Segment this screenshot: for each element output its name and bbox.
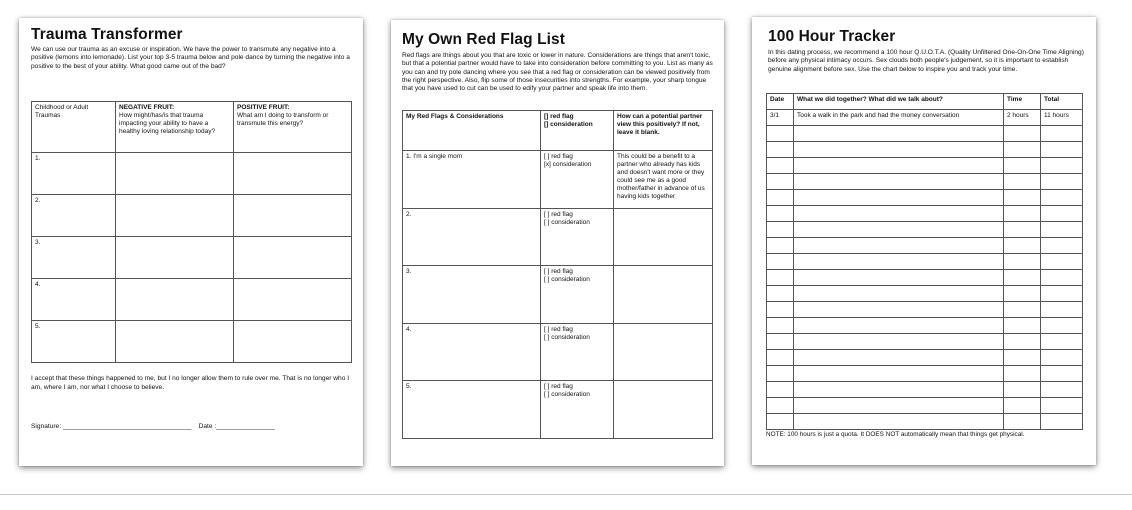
entry-total[interactable] xyxy=(1041,414,1083,430)
entry-time[interactable] xyxy=(1004,318,1041,334)
table-row xyxy=(767,190,1083,206)
entry-activity[interactable] xyxy=(794,254,1004,270)
entry-time[interactable] xyxy=(1004,366,1041,382)
flag-item[interactable]: 2. xyxy=(403,208,541,266)
entry-date[interactable] xyxy=(767,142,794,158)
entry-activity[interactable] xyxy=(794,398,1004,414)
table-row xyxy=(767,270,1083,286)
entry-date[interactable] xyxy=(767,382,794,398)
positive-fruit-title: POSITIVE FRUIT: xyxy=(237,104,290,111)
header-positive-fruit xyxy=(234,102,352,153)
entry-time[interactable] xyxy=(1004,350,1041,366)
entry-activity[interactable] xyxy=(794,366,1004,382)
positive-cell[interactable] xyxy=(234,321,352,363)
entry-total[interactable] xyxy=(1041,190,1083,206)
entry-time[interactable] xyxy=(1004,190,1041,206)
entry-date[interactable] xyxy=(767,206,794,222)
entry-time[interactable] xyxy=(1004,126,1041,142)
entry-date[interactable] xyxy=(767,366,794,382)
entry-total[interactable] xyxy=(1041,286,1083,302)
negative-fruit-prompt: How might/has/is that trauma impacting your ability to have a healthy loving relationship today? xyxy=(119,112,216,135)
entry-total[interactable] xyxy=(1041,334,1083,350)
entry-activity[interactable] xyxy=(794,222,1004,238)
page-intro: We can use our trauma as an excuse or inspiration. We have the power to transmute any negative into a positive (lemons into lemonade). List your top 3-5 trauma below and pole dance by turning the negative into a positive to the best of your ability. What good came out of the bad? xyxy=(31,46,350,70)
entry-time[interactable] xyxy=(1004,206,1041,222)
entry-date[interactable] xyxy=(767,222,794,238)
entry-time[interactable] xyxy=(1004,270,1041,286)
entry-activity[interactable] xyxy=(794,142,1004,158)
row-number: 1. xyxy=(32,153,116,195)
positive-cell[interactable] xyxy=(234,237,352,279)
table-row xyxy=(767,238,1083,254)
flag-item[interactable]: 4. xyxy=(403,323,541,381)
entry-total[interactable] xyxy=(1041,318,1083,334)
header-total: Total xyxy=(1041,94,1083,110)
table-row xyxy=(403,208,713,266)
table-header-row xyxy=(403,111,713,151)
row-number: 4. xyxy=(32,279,116,321)
row-number: 5. xyxy=(32,321,116,363)
header-red-flags: My Red Flags & Considerations xyxy=(403,111,541,151)
page-divider xyxy=(0,494,1132,495)
table-row xyxy=(403,381,713,439)
header-positive-view: How can a potential partner view this positively? If not, leave it blank. xyxy=(614,111,713,151)
positive-view-cell[interactable] xyxy=(614,323,713,381)
entry-time[interactable] xyxy=(1004,222,1041,238)
date-label: Date :________________ xyxy=(198,423,275,430)
entry-activity[interactable] xyxy=(794,302,1004,318)
table-header-row xyxy=(32,102,352,153)
entry-total[interactable] xyxy=(1041,302,1083,318)
table-row xyxy=(32,153,352,195)
page-intro: In this dating process, we recommend a 100 hour Q.U.O.T.A. (Quality Unfiltered One-On-One Time Aligning) before any physical intimacy occurs. Sex clouds both people's judgement, so it is important to establish genuine alignment before sex. Use the chart below to inspire you and track your time. xyxy=(768,49,1084,73)
signature-line xyxy=(31,423,353,430)
table-row xyxy=(32,195,352,237)
positive-fruit-prompt: What am I doing to transform or transmute this energy? xyxy=(237,112,329,127)
entry-total[interactable] xyxy=(1041,206,1083,222)
entry-date[interactable] xyxy=(767,270,794,286)
entry-time[interactable] xyxy=(1004,158,1041,174)
negative-cell[interactable] xyxy=(116,237,234,279)
entry-total[interactable] xyxy=(1041,126,1083,142)
page-title: My Own Red Flag List xyxy=(402,31,566,48)
table-row xyxy=(767,398,1083,414)
positive-view-cell[interactable] xyxy=(614,266,713,324)
table-row xyxy=(767,334,1083,350)
table-row xyxy=(767,286,1083,302)
positive-view-cell[interactable] xyxy=(614,208,713,266)
entry-time[interactable] xyxy=(1004,238,1041,254)
table-row xyxy=(403,266,713,324)
entry-total[interactable]: 11 hours xyxy=(1041,110,1083,126)
table-row xyxy=(767,366,1083,382)
entry-activity[interactable] xyxy=(794,382,1004,398)
hour-tracker-table xyxy=(766,93,1083,430)
page-intro: Red flags are things about you that are toxic or lower in nature. Considerations are things that aren't toxic, but that a potential partner would have to take into consideration before committing to you. List as many as you can and try pole dancing where you see that a red flag or consideration can be viewed positively from the right perspective. Also, flip some of those insecurities into strengths. For example, your sharp tongue that you have used to cut can be used to edify your partner and speak life into them. xyxy=(402,52,713,93)
signature-label: Signature: ___________________________________ xyxy=(31,423,192,430)
table-row xyxy=(767,254,1083,270)
entry-total[interactable] xyxy=(1041,158,1083,174)
entry-total[interactable] xyxy=(1041,254,1083,270)
flag-item[interactable]: 1. I'm a single mom xyxy=(403,151,541,209)
page-title: 100 Hour Tracker xyxy=(768,28,896,45)
negative-cell[interactable] xyxy=(116,195,234,237)
entry-activity[interactable] xyxy=(794,126,1004,142)
flag-item[interactable]: 3. xyxy=(403,266,541,324)
negative-cell[interactable] xyxy=(116,321,234,363)
entry-date[interactable] xyxy=(767,334,794,350)
flag-checkboxes[interactable]: [ ] red flag [ ] consideration xyxy=(541,381,614,439)
flag-item[interactable]: 5. xyxy=(403,381,541,439)
table-row xyxy=(767,302,1083,318)
table-row xyxy=(32,279,352,321)
table-row xyxy=(32,321,352,363)
acceptance-statement: I accept that these things happened to me, but I no longer allow them to rule over me. That is no longer who I am, where I am, nor what I choose to believe. xyxy=(31,375,350,391)
entry-date[interactable]: 3/1 xyxy=(767,110,794,126)
entry-time[interactable] xyxy=(1004,414,1041,430)
positive-cell[interactable] xyxy=(234,153,352,195)
table-header-row xyxy=(767,94,1083,110)
entry-time[interactable] xyxy=(1004,334,1041,350)
flag-checkboxes[interactable]: [ ] red flag [x] consideration xyxy=(541,151,614,209)
entry-total[interactable] xyxy=(1041,222,1083,238)
table-row xyxy=(403,151,713,209)
entry-time[interactable] xyxy=(1004,382,1041,398)
entry-date[interactable] xyxy=(767,238,794,254)
header-date: Date xyxy=(767,94,794,110)
positive-view-cell[interactable] xyxy=(614,381,713,439)
entry-activity[interactable] xyxy=(794,334,1004,350)
entry-activity[interactable] xyxy=(794,270,1004,286)
entry-time[interactable] xyxy=(1004,398,1041,414)
positive-view-cell[interactable]: This could be a benefit to a partner who already has kids and doesn't want more or they could see me as a good mother/father in advance of us having kids together xyxy=(614,151,713,209)
entry-total[interactable] xyxy=(1041,366,1083,382)
header-activity: What we did together? What did we talk about? xyxy=(794,94,1004,110)
entry-date[interactable] xyxy=(767,414,794,430)
entry-activity[interactable] xyxy=(794,414,1004,430)
negative-fruit-title: NEGATIVE FRUIT: xyxy=(119,104,175,111)
entry-time[interactable] xyxy=(1004,142,1041,158)
table-row xyxy=(767,318,1083,334)
trauma-transformer-page xyxy=(19,18,363,466)
hour-tracker-page xyxy=(752,17,1096,465)
red-flag-table xyxy=(402,110,713,439)
entry-date[interactable] xyxy=(767,174,794,190)
positive-cell[interactable] xyxy=(234,279,352,321)
header-time: Time xyxy=(1004,94,1041,110)
entry-time[interactable]: 2 hours xyxy=(1004,110,1041,126)
flag-checkboxes[interactable]: [ ] red flag [ ] consideration xyxy=(541,208,614,266)
entry-date[interactable] xyxy=(767,158,794,174)
entry-date[interactable] xyxy=(767,126,794,142)
entry-activity[interactable] xyxy=(794,286,1004,302)
tracker-note: NOTE: 100 hours is just a quota. It DOES NOT automatically mean that things get physical. xyxy=(766,431,1025,438)
table-row xyxy=(767,174,1083,190)
entry-date[interactable] xyxy=(767,254,794,270)
header-flag-type: [] red flag [] consideration xyxy=(541,111,614,151)
entry-activity[interactable] xyxy=(794,206,1004,222)
table-row xyxy=(32,237,352,279)
table-row xyxy=(767,382,1083,398)
entry-date[interactable] xyxy=(767,350,794,366)
table-row xyxy=(767,158,1083,174)
table-row xyxy=(403,323,713,381)
entry-activity[interactable] xyxy=(794,238,1004,254)
entry-activity[interactable] xyxy=(794,174,1004,190)
negative-cell[interactable] xyxy=(116,153,234,195)
entry-date[interactable] xyxy=(767,286,794,302)
trauma-table xyxy=(31,101,352,363)
entry-activity[interactable] xyxy=(794,158,1004,174)
header-traumas: Childhood or Adult Traumas xyxy=(32,102,116,153)
table-row xyxy=(767,126,1083,142)
entry-activity[interactable] xyxy=(794,350,1004,366)
page-title: Trauma Transformer xyxy=(31,26,183,43)
header-negative-fruit xyxy=(116,102,234,153)
positive-cell[interactable] xyxy=(234,195,352,237)
entry-date[interactable] xyxy=(767,190,794,206)
entry-total[interactable] xyxy=(1041,350,1083,366)
row-number: 2. xyxy=(32,195,116,237)
entry-time[interactable] xyxy=(1004,286,1041,302)
negative-cell[interactable] xyxy=(116,279,234,321)
entry-total[interactable] xyxy=(1041,382,1083,398)
table-row xyxy=(767,142,1083,158)
entry-activity[interactable]: Took a walk in the park and had the money conversation xyxy=(794,110,1004,126)
table-row xyxy=(767,206,1083,222)
row-number: 3. xyxy=(32,237,116,279)
flag-checkboxes[interactable]: [ ] red flag [ ] consideration xyxy=(541,323,614,381)
entry-total[interactable] xyxy=(1041,270,1083,286)
entry-time[interactable] xyxy=(1004,254,1041,270)
entry-activity[interactable] xyxy=(794,318,1004,334)
flag-checkboxes[interactable]: [ ] red flag [ ] consideration xyxy=(541,266,614,324)
entry-date[interactable] xyxy=(767,318,794,334)
entry-date[interactable] xyxy=(767,302,794,318)
table-row xyxy=(767,350,1083,366)
table-row xyxy=(767,414,1083,430)
table-row xyxy=(767,222,1083,238)
entry-total[interactable] xyxy=(1041,398,1083,414)
entry-total[interactable] xyxy=(1041,174,1083,190)
entry-time[interactable] xyxy=(1004,302,1041,318)
table-row xyxy=(767,110,1083,126)
entry-total[interactable] xyxy=(1041,142,1083,158)
entry-total[interactable] xyxy=(1041,238,1083,254)
entry-activity[interactable] xyxy=(794,190,1004,206)
entry-date[interactable] xyxy=(767,398,794,414)
entry-time[interactable] xyxy=(1004,174,1041,190)
red-flag-list-page xyxy=(391,20,724,466)
